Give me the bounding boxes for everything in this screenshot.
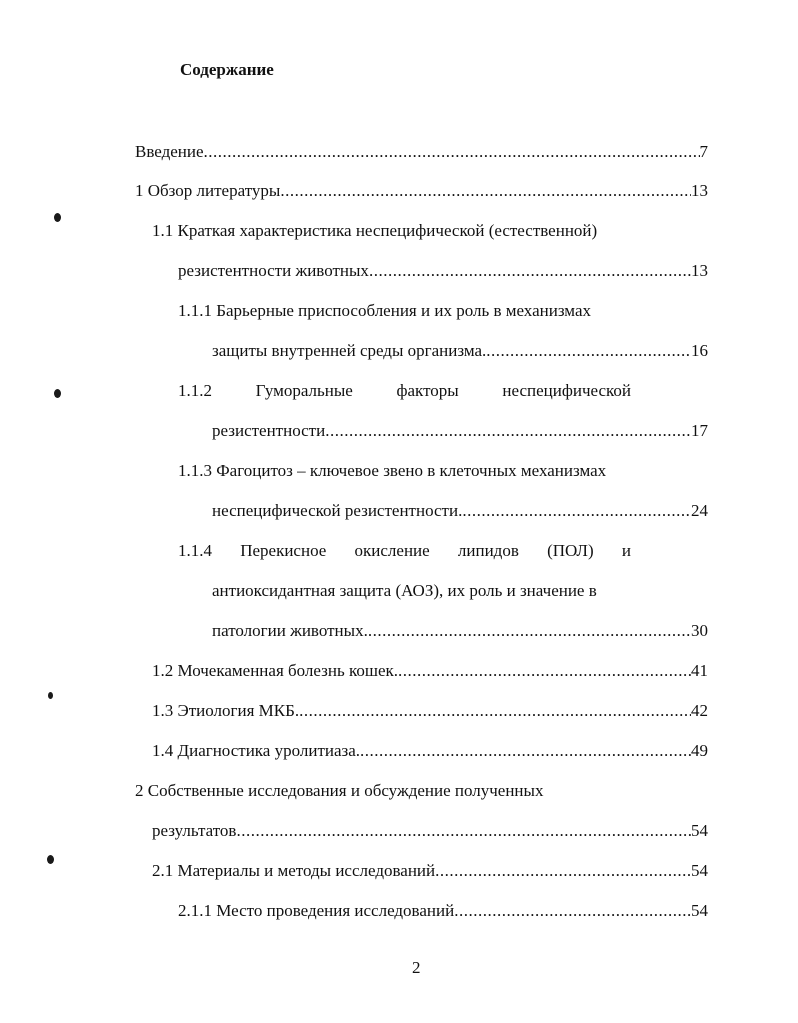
toc-entry-text: 1.4 Диагностика уролитиаза. — [152, 741, 361, 760]
toc-entry-text: защиты внутренней среды организма. — [212, 341, 487, 360]
toc-entry-text: неспецифической резистентности. — [212, 501, 463, 520]
toc-word: и — [621, 541, 631, 560]
toc-page-number: 17 — [691, 421, 708, 440]
toc-leader-dots — [280, 180, 691, 202]
toc-entry-1-3 — [152, 700, 708, 722]
toc-word: 1.1.2 — [178, 381, 212, 400]
toc-entry-1-1-1-line1: 1.1.1 Барьерные приспособления и их роль в механизмах — [178, 301, 591, 320]
toc-leader-dots — [454, 900, 691, 922]
punch-hole-mark — [54, 389, 61, 398]
toc-word: 1.1.4 — [178, 541, 212, 560]
toc-entry-1-1-4-line3 — [212, 620, 708, 642]
toc-entry-chapter-2-line2 — [152, 820, 708, 842]
toc-page-number: 54 — [691, 901, 708, 920]
toc-entry-1-1-4-line1 — [178, 540, 631, 562]
toc-entry-text: Введение — [135, 142, 204, 161]
toc-entry-2-1 — [152, 860, 708, 882]
toc-page-number: 24 — [691, 501, 708, 520]
punch-hole-mark — [54, 213, 61, 222]
toc-leader-dots — [435, 860, 691, 882]
toc-page-number: 13 — [691, 261, 708, 280]
toc-entry-1-1-2-line2 — [212, 420, 708, 442]
toc-word: липидов — [457, 541, 519, 560]
toc-word: факторы — [396, 381, 459, 400]
toc-entry-1-1-3-line2 — [212, 500, 708, 522]
toc-leader-dots — [368, 620, 691, 642]
toc-leader-dots — [462, 500, 691, 522]
toc-word: Гуморальные — [255, 381, 353, 400]
toc-page-number: 13 — [691, 181, 708, 200]
page-number: 2 — [412, 958, 421, 977]
toc-page-number: 54 — [691, 861, 708, 880]
toc-page-number: 49 — [691, 741, 708, 760]
toc-entry-1-1-4-line2: антиоксидантная защита (АОЗ), их роль и значение в — [212, 581, 597, 600]
toc-entry-1-1-line1: 1.1 Краткая характеристика неспецифической (естественной) — [152, 221, 598, 240]
toc-entry-chapter-1 — [135, 180, 708, 202]
toc-word: (ПОЛ) — [547, 541, 594, 560]
toc-page-number: 54 — [691, 821, 708, 840]
toc-word: Перекисное — [240, 541, 327, 560]
page-title: Содержание — [180, 60, 274, 79]
toc-entry-intro — [135, 141, 708, 163]
toc-page-number: 41 — [691, 661, 708, 680]
toc-entry-1-2 — [152, 660, 708, 682]
toc-entry-1-4 — [152, 740, 708, 762]
toc-entry-text: резистентности — [212, 421, 326, 440]
toc-entry-text: 1 Обзор литературы — [135, 181, 281, 200]
toc-page-number: 30 — [691, 621, 708, 640]
toc-leader-dots — [369, 260, 691, 282]
toc-page-number: 16 — [691, 341, 708, 360]
toc-entry-2-1-1 — [178, 900, 708, 922]
toc-page-number: 7 — [699, 142, 708, 161]
toc-entry-text: 1.2 Мочекаменная болезнь кошек. — [152, 661, 399, 680]
toc-word: неспецифической — [502, 381, 631, 400]
toc-entry-text: 2.1.1 Место проведения исследований — [178, 901, 455, 920]
toc-leader-dots — [204, 141, 700, 163]
toc-entry-1-1-3-line1: 1.1.3 Фагоцитоз – ключевое звено в клеточных механизмах — [178, 461, 607, 480]
toc-entry-1-1-1-line2 — [212, 340, 708, 362]
toc-word: окисление — [354, 541, 430, 560]
toc-entry-text: патологии животных. — [212, 621, 368, 640]
toc-entry-text: 1.3 Этиология МКБ. — [152, 701, 300, 720]
toc-leader-dots — [299, 700, 691, 722]
toc-entry-chapter-2-line1: 2 Собственные исследования и обсуждение полученных — [135, 781, 544, 800]
toc-leader-dots — [236, 820, 691, 842]
toc-leader-dots — [325, 420, 691, 442]
toc-leader-dots — [398, 660, 691, 682]
toc-page-number: 42 — [691, 701, 708, 720]
punch-hole-mark — [48, 692, 53, 699]
toc-entry-text: 2.1 Материалы и методы исследований — [152, 861, 436, 880]
punch-hole-mark — [47, 855, 54, 864]
toc-entry-1-1-2-line1 — [178, 380, 631, 402]
toc-entry-text: результатов — [152, 821, 237, 840]
toc-entry-1-1-line2 — [178, 260, 708, 282]
toc-leader-dots — [360, 740, 691, 762]
toc-entry-text: резистентности животных — [178, 261, 369, 280]
toc-leader-dots — [486, 340, 691, 362]
